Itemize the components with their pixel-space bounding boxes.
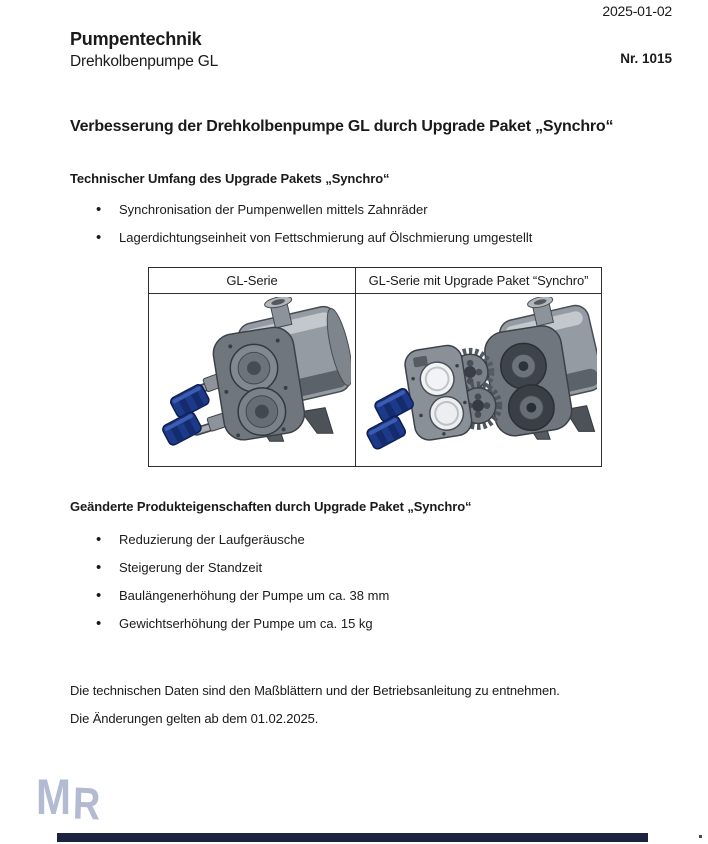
date-text: 2025-01-02 [602,3,672,19]
table-header-gl-serie: GL-Serie [149,268,356,294]
bullet-item: • Steigerung der Standzeit [70,560,610,575]
table-cell-synchro-image [356,294,602,467]
watermark-letter-r: R [71,777,101,830]
scan-artifact-dot [699,835,702,838]
footer-bar [57,833,648,842]
note-effective-date: Die Änderungen gelten ab dem 01.02.2025. [70,711,319,726]
brand-title: Pumpentechnik [70,29,202,49]
bullet-item: • Lagerdichtungseinheit von Fettschmierung auf Ölschmierung umgestellt [70,230,610,245]
table-header-gl-synchro: GL-Serie mit Upgrade Paket “Synchro” [356,268,602,294]
comparison-table [148,267,602,467]
page-title: Verbesserung der Drehkolbenpumpe GL durch Upgrade Paket „Synchro“ [70,118,614,135]
doc-number: Nr. 1015 [620,51,672,66]
bullet-item: • Reduzierung der Laufgeräusche [70,532,610,547]
bullet-item: • Synchronisation der Pumpenwellen mittels Zahnräder [70,202,610,217]
note-technical-data: Die technischen Daten sind den Maßblättern und der Betriebsanleitung zu entnehmen. [70,683,560,698]
bullet-item: • Baulängenerhöhung der Pumpe um ca. 38 mm [70,588,610,603]
gl-pump-illustration [153,297,351,459]
watermark-letter-m: M [36,769,71,825]
section2-heading: Geänderte Produkteigenschaften durch Upgrade Paket „Synchro“ [70,499,472,514]
section1-heading: Technischer Umfang des Upgrade Pakets „Synchro“ [70,171,390,186]
brand-subtitle: Drehkolbenpumpe GL [70,53,219,70]
table-cell-gl-image [149,294,356,467]
gl-synchro-exploded-illustration [361,297,597,459]
bullet-item: • Gewichtserhöhung der Pumpe um ca. 15 kg [70,616,610,631]
mr-watermark [36,768,101,830]
